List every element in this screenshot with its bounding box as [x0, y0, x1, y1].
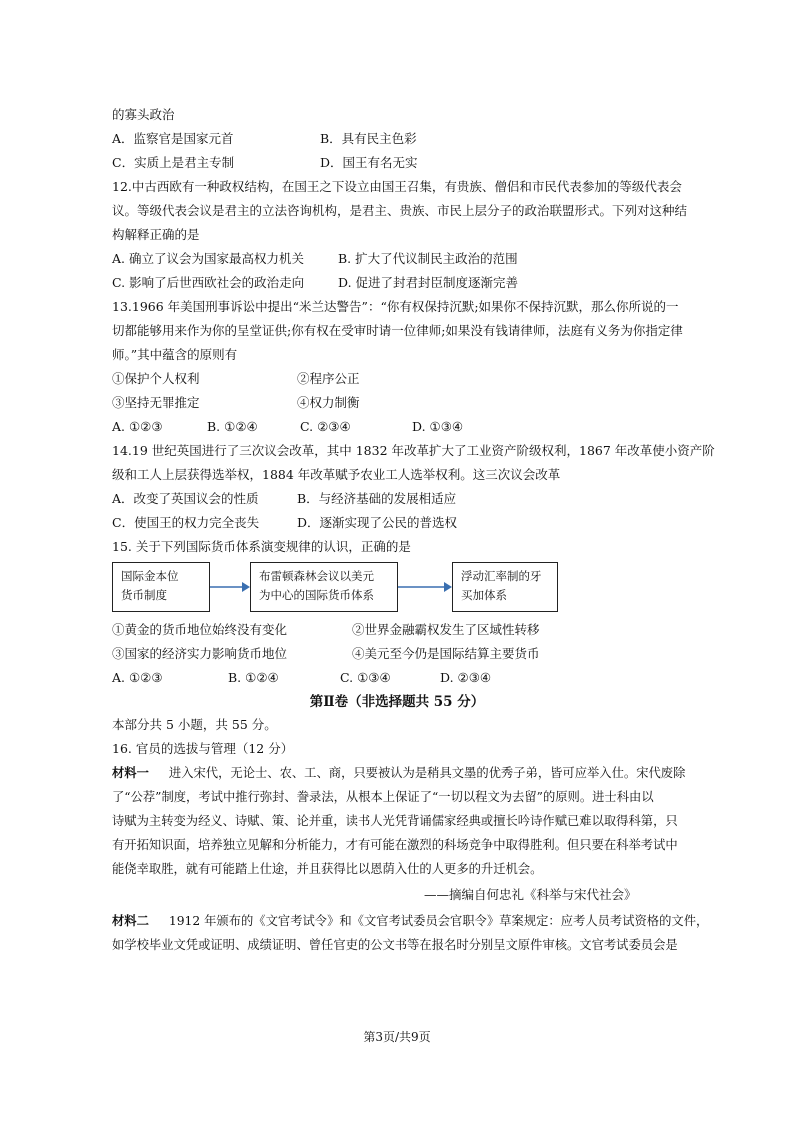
q13-option-b[interactable]: B. ①②④ — [207, 419, 258, 434]
q16-material-2-line-2: 如学校毕业文凭或证明、成绩证明、曾任官吏的公文书等在报名时分别呈文原件审核。文官考试委员会是 — [112, 938, 678, 952]
part2-intro: 本部分共 5 小题，共 55 分。 — [112, 717, 277, 732]
q15-option-b[interactable]: B. ①②④ — [228, 670, 279, 685]
q13-option-c[interactable]: C. ②③④ — [300, 419, 351, 434]
flow-box-3-line-2: 买加体系 — [461, 588, 507, 602]
q13-option-a[interactable]: A. ①②③ — [112, 419, 163, 434]
q11-option-a[interactable]: A．监察官是国家元首 — [112, 131, 234, 146]
q13-stem-line-1: 13.1966 年美国刑事诉讼中提出“米兰达警告”：“你有权保持沉默;如果你不保持沉默，那么你所说的一 — [112, 299, 679, 314]
q13-stem-line-3: 师。”其中蕴含的原则有 — [112, 347, 238, 362]
q14-option-d[interactable]: D．逐渐实现了公民的普选权 — [297, 515, 458, 530]
q16-material-1-line-2: 了“公荐”制度，考试中推行弥封、誊录法，从根本上保证了“一切以程文为去留”的原则。进士科由以 — [112, 790, 654, 804]
q11-option-c[interactable]: C．实质上是君主专制 — [112, 155, 235, 170]
q16-material-1-line-4: 有开拓知识面，培养独立见解和分析能力，才有可能在激烈的科场竞争中取得胜利。但只要在科举考试中 — [112, 838, 678, 852]
q16-material-1-line-5: 能侥幸取胜，就有可能踏上仕途，并且获得比以恩荫入仕的人更多的升迁机会。 — [112, 862, 543, 876]
q15-item-1: ①黄金的货币地位始终没有变化 — [112, 622, 288, 637]
q13-item-4: ④权力制衡 — [297, 395, 360, 410]
q16-material-1-line-3: 诗赋为主转变为经义、诗赋、策、论并重，读书人光凭背诵儒家经典或擅长吟诗作赋已难以取得科第，只 — [112, 814, 678, 828]
material-1-text-1: 进入宋代，无论士、农、工、商，只要被认为是稍具文墨的优秀子弟，皆可应举入仕。宋代废除 — [168, 766, 686, 780]
q13-item-2: ②程序公正 — [297, 371, 360, 386]
q16-material-2-line-1 — [112, 913, 708, 929]
q13-stem-line-2: 切都能够用来作为你的呈堂证供;你有权在受审时请一位律师;如果没有钱请律师，法庭有义务为你指定律 — [112, 323, 683, 338]
flow-box-2-line-2: 为中心的国际货币体系 — [259, 588, 374, 602]
q16-material-1-source: ——摘编自何忠礼《科举与宋代社会》 — [424, 887, 637, 902]
q12-stem-line-1: 12.中古西欧有一种政权结构，在国王之下设立由国王召集，有贵族、僧侣和市民代表参加的等级代表会 — [112, 179, 682, 194]
flow-arrow-1 — [210, 580, 250, 594]
flow-box-jamaica-system — [452, 562, 558, 612]
q12-option-c[interactable]: C. 影响了后世西欧社会的政治走向 — [112, 275, 305, 290]
q11-tail: 的寡头政治 — [112, 107, 175, 122]
q15-item-3: ③国家的经济实力影响货币地位 — [112, 646, 288, 661]
flow-box-1-line-1: 国际金本位 — [121, 569, 179, 583]
material-2-label: 材料二 — [112, 913, 149, 928]
q16-material-1-line-1 — [112, 765, 685, 781]
q14-stem-line-2: 级和工人上层获得选举权，1884 年改革赋予农业工人选举权利。这三次议会改革 — [112, 467, 561, 482]
q15-option-d[interactable]: D. ②③④ — [440, 670, 492, 685]
q14-stem-line-1: 14.19 世纪英国进行了三次议会改革，其中 1832 年改革扩大了工业资产阶级权利，1867 年改革使小资产阶 — [112, 443, 715, 458]
part2-title: 第Ⅱ卷（非选择题共 55 分） — [309, 694, 485, 710]
flow-box-bretton-woods — [250, 562, 398, 612]
q12-option-b[interactable]: B. 扩大了代议制民主政治的范围 — [338, 251, 518, 266]
material-2-text-1: 1912 年颁布的《文官考试令》和《文官考试委员会官职令》草案规定：应考人员考试资格的文件， — [168, 914, 709, 928]
flow-box-3-line-1: 浮动汇率制的牙 — [461, 569, 542, 583]
q14-option-b[interactable]: B．与经济基础的发展相适应 — [297, 491, 457, 506]
q12-option-a[interactable]: A. 确立了议会为国家最高权力机关 — [112, 251, 304, 266]
q11-option-b[interactable]: B．具有民主色彩 — [320, 131, 417, 146]
page-footer: 第3页/共9页 — [363, 1030, 431, 1044]
q15-option-a[interactable]: A. ①②③ — [112, 670, 163, 685]
q12-stem-line-3: 构解释正确的是 — [112, 227, 200, 242]
material-1-label: 材料一 — [112, 765, 149, 780]
flow-box-2-line-1: 布雷顿森林会议以美元 — [259, 569, 374, 583]
q16-title: 16. 官员的选拔与管理（12 分） — [112, 741, 294, 756]
q15-item-4: ④美元至今仍是国际结算主要货币 — [352, 646, 540, 661]
q13-option-d[interactable]: D. ①③④ — [412, 419, 464, 434]
q14-option-c[interactable]: C．使国王的权力完全丧失 — [112, 515, 260, 530]
flow-box-1-line-2: 货币制度 — [121, 588, 167, 602]
q15-stem: 15. 关于下列国际货币体系演变规律的认识，正确的是 — [112, 539, 411, 554]
q13-item-3: ③坚持无罪推定 — [112, 395, 200, 410]
q12-option-d[interactable]: D. 促进了封君封臣制度逐渐完善 — [338, 275, 519, 290]
flow-box-gold-standard — [112, 562, 210, 612]
q11-option-d[interactable]: D．国王有名无实 — [320, 155, 418, 170]
q15-option-c[interactable]: C. ①③④ — [340, 670, 391, 685]
q12-stem-line-2: 议。等级代表会议是君主的立法咨询机构，是君主、贵族、市民上层分子的政治联盟形式。下列对这种结 — [112, 203, 688, 218]
q13-item-1: ①保护个人权利 — [112, 371, 200, 386]
q14-option-a[interactable]: A．改变了英国议会的性质 — [112, 491, 259, 506]
flow-arrow-2 — [398, 580, 452, 594]
q15-item-2: ②世界金融霸权发生了区域性转移 — [352, 622, 540, 637]
